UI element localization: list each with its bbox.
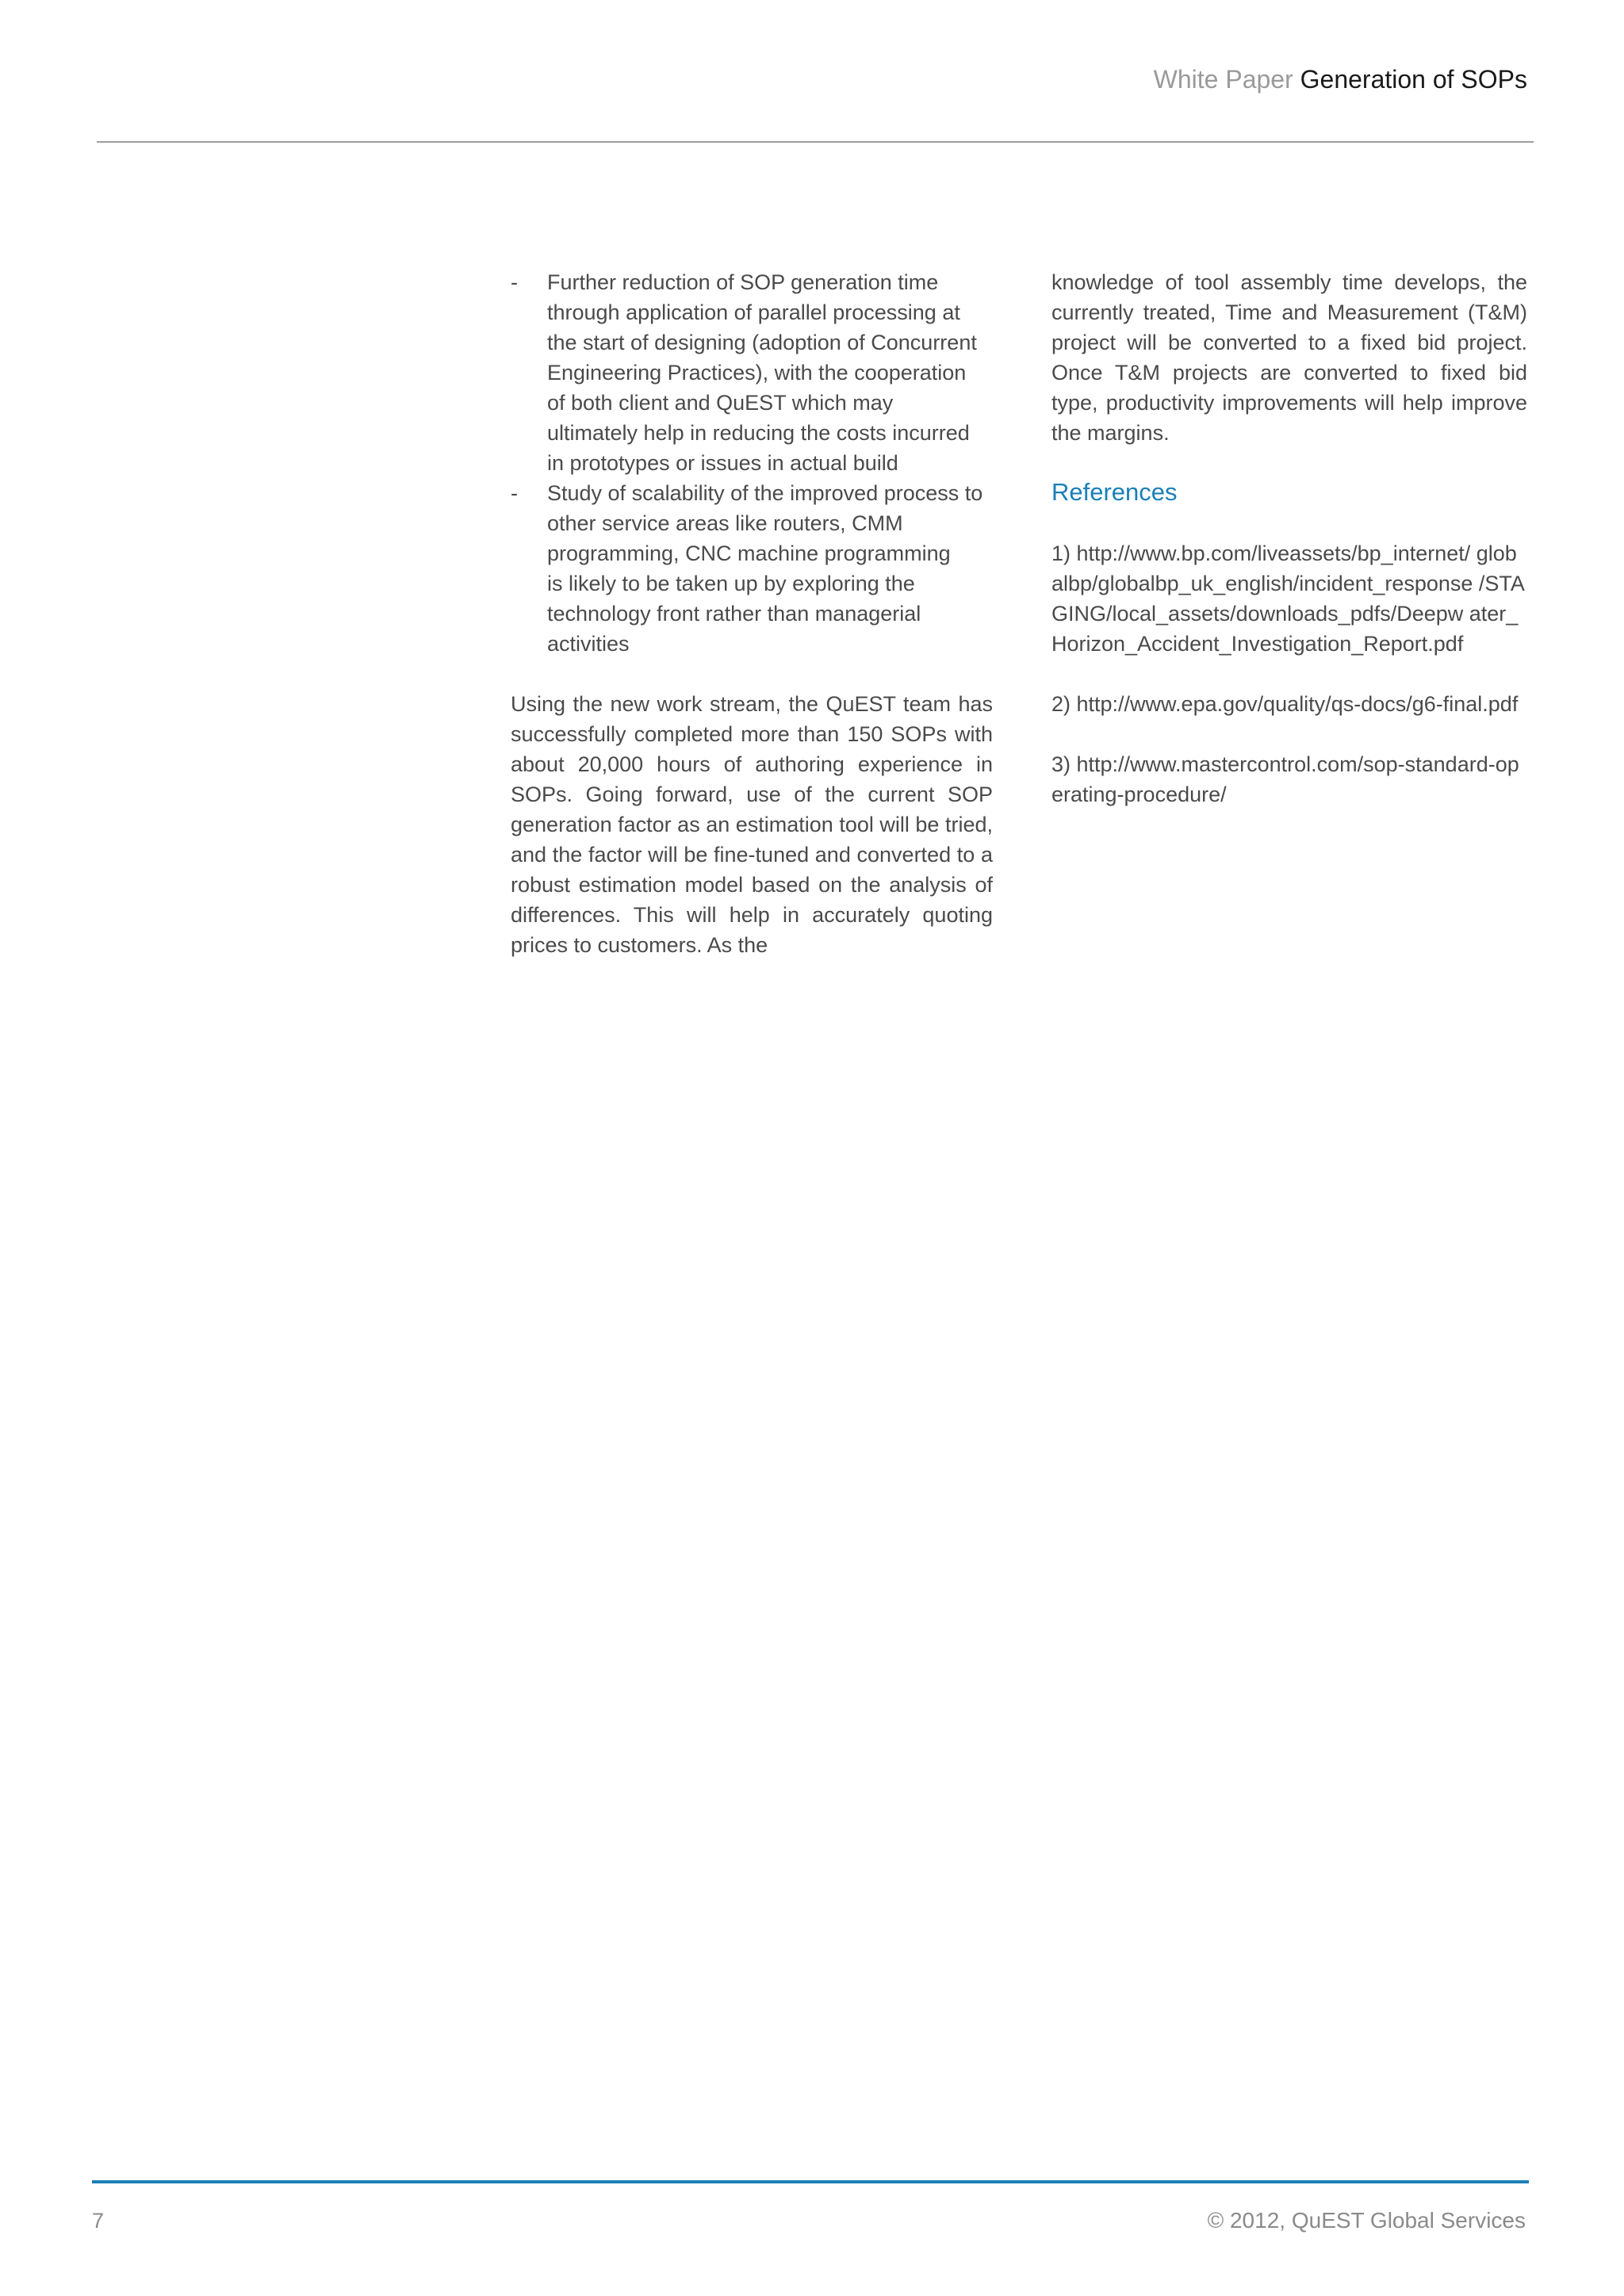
bullet-line: activities bbox=[547, 632, 630, 656]
bullet-dash: - bbox=[511, 270, 518, 294]
bullet-dash: - bbox=[511, 481, 518, 505]
bullet-line: Further reduction of SOP generation time bbox=[547, 270, 939, 294]
footer-divider bbox=[92, 2180, 1529, 2183]
reference-item[interactable]: 2) http://www.epa.gov/quality/qs-docs/g6-final.pdf bbox=[1051, 692, 1519, 716]
body-paragraph: knowledge of tool assembly time develops, the currently treated, Time and Measurement (T&M) project will be converted to a fixed bid project. Once T&M projects are converted to fixed bid type, productivity improvements will help improve the margins. bbox=[1051, 270, 1527, 445]
reference-item[interactable]: 1) http://www.bp.com/liveassets/bp_internet/ globalbp/globalbp_uk_english/incident_response /STAGING/local_assets/downloads_pdfs/Deepw ater_Horizon_Accident_Investigation_Report.pdf bbox=[1051, 541, 1525, 656]
header-label: White Paper bbox=[1153, 65, 1293, 94]
document-title: Generation of SOPs bbox=[1300, 65, 1527, 94]
bullet-line: is likely to be taken up by exploring the bbox=[547, 572, 915, 595]
bullet-line: of both client and QuEST which may bbox=[547, 391, 894, 415]
list-item bbox=[511, 267, 993, 478]
bullet-line: ultimately help in reducing the costs incurred bbox=[547, 421, 970, 445]
left-column bbox=[511, 267, 993, 960]
header-divider bbox=[97, 141, 1534, 143]
bullet-list bbox=[511, 267, 993, 659]
bullet-line: Study of scalability of the improved process to bbox=[547, 481, 983, 505]
references-heading: References bbox=[1051, 478, 1178, 506]
page-header bbox=[1154, 63, 1527, 95]
copyright-notice: © 2012, QuEST Global Services bbox=[1207, 2208, 1526, 2233]
bullet-line: through application of parallel processing at bbox=[547, 300, 960, 324]
body-paragraph: Using the new work stream, the QuEST team has successfully completed more than 150 SOPs with about 20,000 hours of authoring experience in SOPs. Going forward, use of the current SOP generation factor as an estimation tool will be tried, and the factor will be fine-tuned and converted to a robust estimation model based on the analysis of differences. This will help in accurately quoting prices to customers. As the bbox=[511, 692, 993, 957]
bullet-line: technology front rather than managerial bbox=[547, 602, 921, 626]
list-item bbox=[511, 478, 993, 659]
bullet-line: in prototypes or issues in actual build bbox=[547, 451, 898, 475]
bullet-line: Engineering Practices), with the cooperation bbox=[547, 361, 967, 385]
bullet-line: the start of designing (adoption of Concurrent bbox=[547, 331, 977, 354]
reference-item[interactable]: 3) http://www.mastercontrol.com/sop-standard-operating-procedure/ bbox=[1051, 752, 1519, 806]
bullet-line: programming, CNC machine programming bbox=[547, 541, 951, 565]
right-column bbox=[1051, 267, 1527, 809]
bullet-line: other service areas like routers, CMM bbox=[547, 511, 903, 535]
page-number: 7 bbox=[92, 2209, 105, 2233]
